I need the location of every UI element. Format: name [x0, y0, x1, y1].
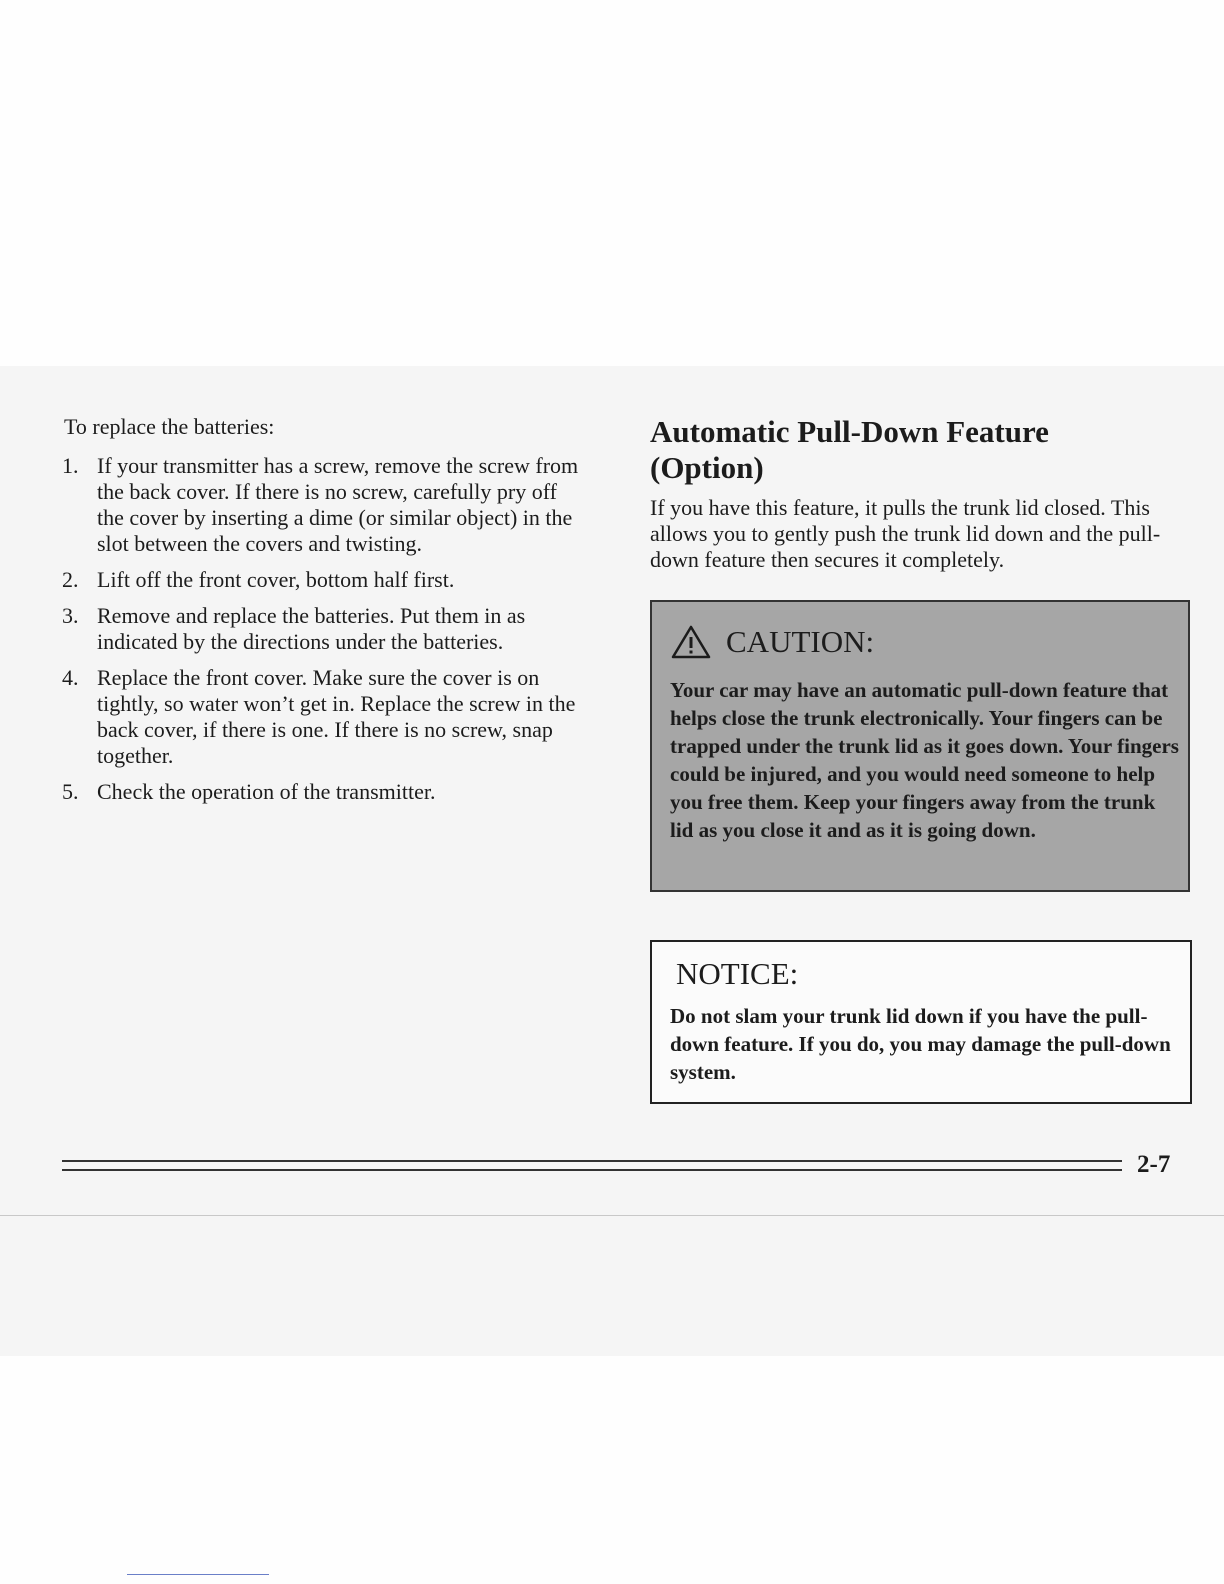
step-number: 1. — [62, 453, 79, 478]
section-heading: Automatic Pull-Down Feature (Option) — [650, 414, 1049, 485]
notice-title: NOTICE: — [676, 956, 799, 991]
step-text: If your transmitter has a screw, remove the screw from the back cover. If there is no screw, carefully pry off the cover by inserting a dime (or similar object) in the slot between the covers and twisting. — [97, 453, 579, 556]
list-item — [62, 603, 582, 655]
caution-title: CAUTION: — [726, 624, 875, 659]
battery-steps-list — [62, 453, 582, 815]
step-text: Lift off the front cover, bottom half first. — [97, 567, 455, 592]
step-text: Replace the front cover. Make sure the cover is on tightly, so water won’t get in. Replace the screw in the back cover, if there is one. If there is no screw, snap together. — [97, 665, 576, 768]
list-item — [62, 665, 582, 769]
caution-box — [650, 600, 1190, 892]
page-number: 2-7 — [1137, 1151, 1171, 1178]
divider — [127, 1574, 269, 1575]
step-number: 5. — [62, 779, 79, 804]
footer-rule — [62, 1160, 1122, 1162]
notice-text: Do not slam your trunk lid down if you have the pull-down feature. If you do, you may damage the pull-down system. — [670, 1004, 1171, 1084]
list-item — [62, 453, 582, 557]
step-text: Check the operation of the transmitter. — [97, 779, 436, 804]
list-item — [62, 779, 582, 805]
step-number: 2. — [62, 567, 79, 592]
footer-rule — [62, 1169, 1122, 1171]
feature-description: If you have this feature, it pulls the trunk lid closed. This allows you to gently push the trunk lid down and the pull-down feature then secures it completely. — [650, 495, 1161, 572]
divider — [0, 1215, 1224, 1216]
step-text: Remove and replace the batteries. Put them in as indicated by the directions under the batteries. — [97, 603, 526, 654]
warning-triangle-icon — [670, 624, 712, 660]
step-number: 4. — [62, 665, 79, 690]
intro-text: To replace the batteries: — [64, 414, 275, 439]
step-number: 3. — [62, 603, 79, 628]
list-item — [62, 567, 582, 593]
notice-box — [650, 940, 1192, 1104]
caution-text: Your car may have an automatic pull-down feature that helps close the trunk electronically. Your fingers can be trapped under the trunk lid as it goes down. Your fingers could be injured, and you would need someone to help you free them. Keep your fingers away from the trunk lid as you close it and as it is going down. — [670, 678, 1179, 842]
